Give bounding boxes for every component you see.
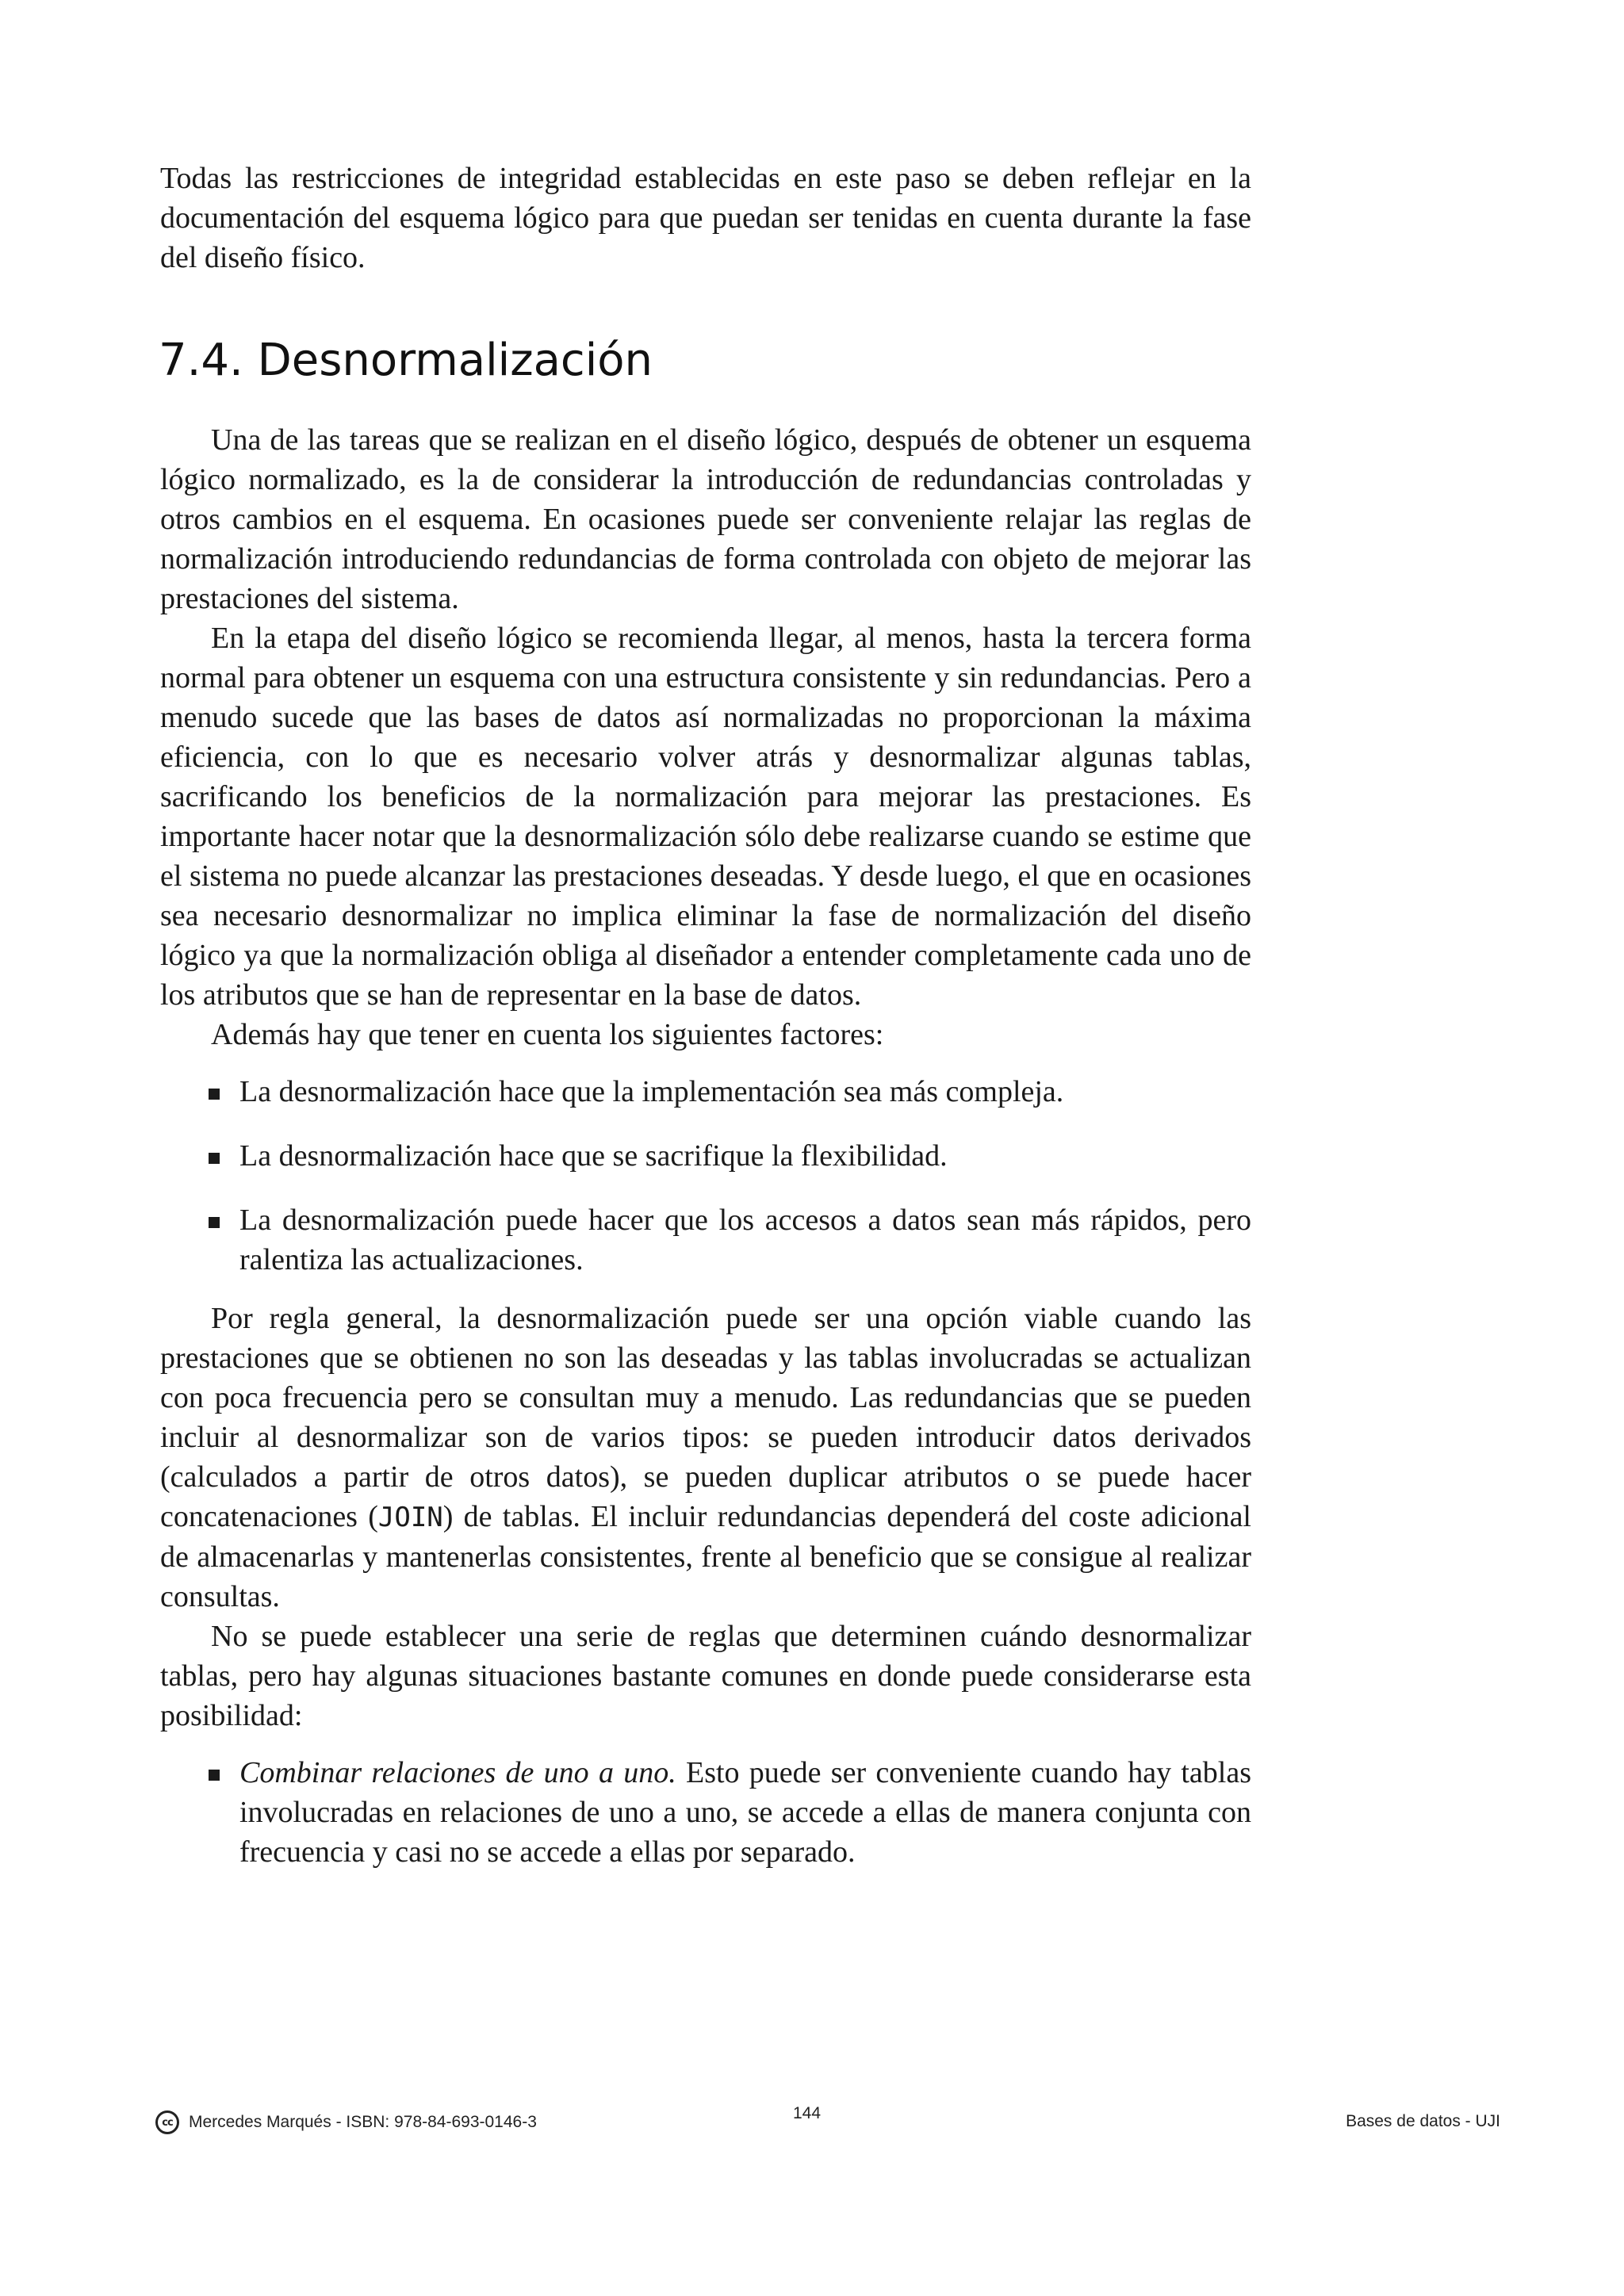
text-run: Por regla general, la desnormalización puede ser una opción viable cuando las prestaciones que se obtienen no son las deseadas y las tablas involucradas se actualizan con poca frecuencia pero se consultan muy a menudo. Las redundancias que se pueden incluir al desnormalizar son de varios tipos: se pueden introducir datos derivados (calculados a partir de otros datos), se pueden duplicar atributos o se puede hacer concatenaciones (	[160, 1302, 1251, 1533]
footer-author	[155, 2110, 537, 2134]
paragraph-desnormalizacion-intro: Una de las tareas que se realizan en el diseño lógico, después de obtener un esquema lógico normalizado, es la de considerar la introducción de redundancias controladas y otros cambios en el esquema. En ocasiones puede ser conveniente relajar las reglas de normalización introduciendo redundancias de forma controlada con objeto de mejorar las prestaciones del sistema.	[160, 423, 1251, 615]
list-item: La desnormalización puede hacer que los accesos a datos sean más rápidos, pero ralentiza las actualizaciones.	[160, 1200, 1251, 1280]
situation-text: Esto puede ser conveniente cuando hay tablas involucradas en relaciones de uno a uno, se accede a ellas de manera conjunta con frecuencia y casi no se accede a ellas por separado.	[239, 1756, 1251, 1869]
footer-author-text: Mercedes Marqués - ISBN: 978-84-693-0146-3	[189, 2113, 537, 2131]
paragraph-situaciones: No se puede establecer una serie de reglas que determinen cuándo desnormalizar tablas, pero hay algunas situaciones bastante comunes en donde puede considerarse esta posibilidad:	[160, 1620, 1251, 1732]
list-item	[160, 1753, 1251, 1872]
page-number: 144	[793, 2104, 822, 2122]
intro-paragraph: Todas las restricciones de integridad establecidas en este paso se deben reflejar en la documentación del esquema lógico para que puedan ser tenidas en cuenta durante la fase del diseño físico.	[160, 162, 1251, 274]
paragraph-factores-intro: Además hay que tener en cuenta los siguientes factores:	[211, 1018, 884, 1051]
paragraph-tercera-forma-normal: En la etapa del diseño lógico se recomienda llegar, al menos, hasta la tercera forma normal para obtener un esquema con una estructura consistente y sin redundancias. Pero a menudo sucede que las bases de datos así normalizadas no proporcionan la máxima eficiencia, con lo que es necesario volver atrás y desnormalizar algunas tablas, sacrificando los beneficios de la normalización para mejorar las prestaciones. Es importante hacer notar que la desnormalización sólo debe realizarse cuando se estime que el sistema no puede alcanzar las prestaciones deseadas. Y desde luego, el que en ocasiones sea necesario desnormalizar no implica eliminar la fase de normalización del diseño lógico ya que la normalización obliga al diseñador a entender completamente cada uno de los atributos que se han de representar en la base de datos.	[160, 622, 1251, 1012]
section-title: 7.4. Desnormalización	[159, 335, 653, 386]
list-item: La desnormalización hace que se sacrifique la flexibilidad.	[160, 1136, 1251, 1176]
list-item: La desnormalización hace que la implementación sea más compleja.	[160, 1072, 1251, 1112]
situation-title: Combinar relaciones de uno a uno.	[239, 1756, 676, 1789]
situations-list	[160, 1753, 1251, 1872]
text-run: ) de tablas. El incluir redundancias dependerá del coste adicional de almacenarlas y mantenerlas consistentes, frente al beneficio que se consigue al realizar consultas.	[160, 1500, 1251, 1613]
section-body	[160, 420, 1251, 1891]
factors-list	[160, 1072, 1251, 1280]
paragraph-regla-general	[160, 1299, 1251, 1617]
creative-commons-icon: cc	[155, 2110, 179, 2134]
code-join: JOIN	[377, 1502, 443, 1533]
footer-book-title: Bases de datos - UJI	[1346, 2112, 1500, 2130]
